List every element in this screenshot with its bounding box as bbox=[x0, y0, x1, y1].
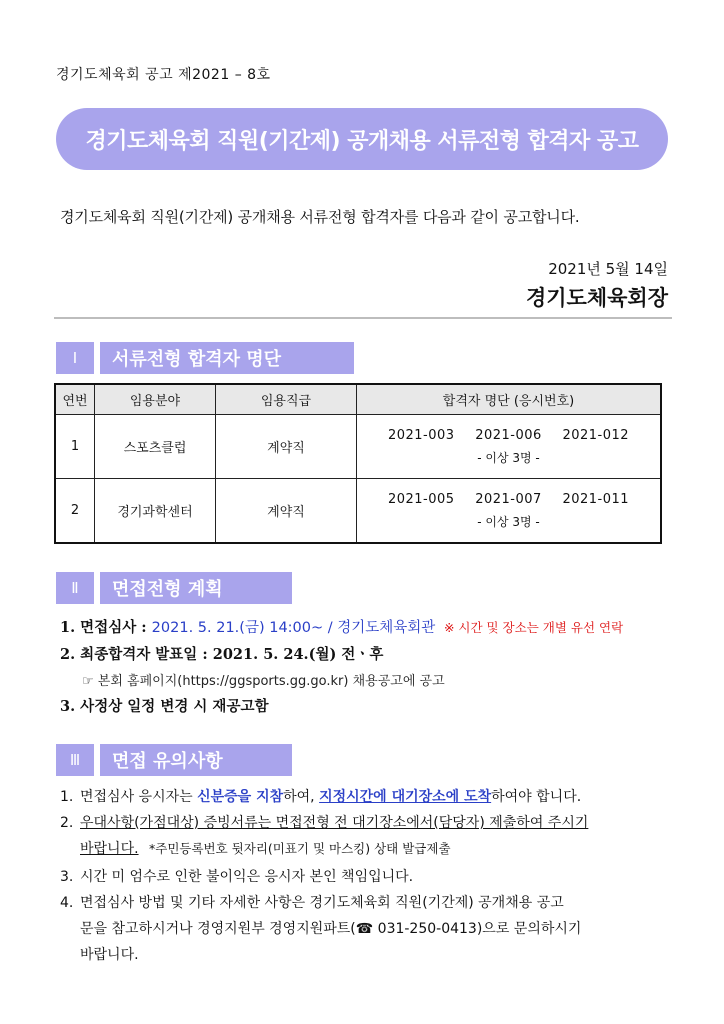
roster-table bbox=[54, 383, 662, 544]
section-1-number: Ⅰ bbox=[56, 342, 94, 374]
col-header: 연번 bbox=[55, 384, 95, 415]
candidate-id: 2021-012 bbox=[562, 427, 630, 443]
table-row bbox=[55, 415, 661, 479]
plan-item-1-note: ※ 시간 및 장소는 개별 유선 연락 bbox=[443, 620, 624, 635]
divider bbox=[54, 317, 672, 319]
row-grade: 계약직 bbox=[216, 479, 357, 544]
caution-item-2-note: *주민등록번호 뒷자리(미표기 및 마스킹) 상태 발급제출 bbox=[149, 841, 451, 856]
candidate-count: - 이상 3명 - bbox=[477, 450, 540, 465]
candidate-id: 2021-003 bbox=[387, 427, 455, 443]
col-header: 임용분야 bbox=[95, 384, 216, 415]
section-2-header bbox=[56, 572, 292, 604]
intro-text: 경기도체육회 직원(기간제) 공개채용 서류전형 합격자를 다음과 같이 공고합니다. bbox=[60, 208, 580, 226]
plan-item-2: 2. 최종합격자 발표일 : 2021. 5. 24.(월) 전ㆍ후 bbox=[60, 646, 384, 663]
section-1-header bbox=[56, 342, 354, 374]
col-header: 임용직급 bbox=[216, 384, 357, 415]
caution-item-3: 3. 시간 미 엄수로 인한 불이익은 응시자 본인 책임입니다. bbox=[60, 869, 414, 885]
candidate-count: - 이상 3명 - bbox=[477, 514, 540, 529]
plan-item-1-date: 2021. 5. 21.(금) 14:00~ / 경기도체육회관 bbox=[151, 620, 436, 636]
row-field: 경기과학센터 bbox=[95, 479, 216, 544]
candidate-id: 2021-011 bbox=[562, 491, 630, 507]
plan-item-1 bbox=[60, 616, 623, 637]
row-candidates bbox=[357, 479, 662, 544]
row-number: 1 bbox=[55, 415, 95, 479]
caution-item-4-cont: 문을 참고하시거나 경영지원부 경영지원파트(☎ 031-250-0413)으로 문의하시기 bbox=[80, 921, 582, 937]
title-banner bbox=[56, 108, 668, 170]
caution-item-2: 2. 우대사항(가점대상) 증빙서류는 면접전형 전 대기장소에서(담당자) 제출하여 주시기 bbox=[60, 815, 589, 831]
caution-item-4: 4. 면접심사 방법 및 기타 자세한 사항은 경기도체육회 직원(기간제) 공개채용 공고 bbox=[60, 895, 564, 911]
section-1-title: 서류전형 합격자 명단 bbox=[100, 342, 354, 374]
section-2-number: Ⅱ bbox=[56, 572, 94, 604]
section-2-title: 면접전형 계획 bbox=[100, 572, 292, 604]
row-field: 스포츠클럽 bbox=[95, 415, 216, 479]
plan-item-1-label: 1. 면접심사 : bbox=[60, 619, 152, 636]
candidate-id: 2021-007 bbox=[475, 491, 542, 507]
row-grade: 계약직 bbox=[216, 415, 357, 479]
notice-date: 2021년 5월 14일 bbox=[548, 260, 668, 278]
section-3-number: Ⅲ bbox=[56, 744, 94, 776]
candidate-id: 2021-005 bbox=[387, 491, 455, 507]
section-3-title: 면접 유의사항 bbox=[100, 744, 292, 776]
plan-item-3: 3. 사정상 일정 변경 시 재공고함 bbox=[60, 698, 269, 715]
plan-item-2-sub: ☞ 본회 홈페이지(https://ggsports.gg.go.kr) 채용공고에 공고 bbox=[82, 674, 445, 689]
caution-item-2-cont: 바랍니다. *주민등록번호 뒷자리(미표기 및 마스킹) 상태 발급제출 bbox=[80, 841, 451, 857]
table-header-row bbox=[55, 384, 661, 415]
caution-item-1: 1. 면접심사 응시자는 신분증을 지참하여, 지정시간에 대기장소에 도착하여야 합니다. bbox=[60, 789, 582, 805]
section-3-header bbox=[56, 744, 292, 776]
table-row bbox=[55, 479, 661, 544]
signer: 경기도체육회장 bbox=[525, 285, 668, 310]
page-title: 경기도체육회 직원(기간제) 공개채용 서류전형 합격자 공고 bbox=[85, 128, 639, 154]
row-candidates bbox=[357, 415, 662, 479]
notice-number: 경기도체육회 공고 제2021 – 8호 bbox=[56, 67, 271, 83]
candidate-id: 2021-006 bbox=[475, 427, 542, 443]
row-number: 2 bbox=[55, 479, 95, 544]
caution-item-4-end: 바랍니다. bbox=[80, 947, 139, 963]
col-header: 합격자 명단 (응시번호) bbox=[357, 384, 662, 415]
